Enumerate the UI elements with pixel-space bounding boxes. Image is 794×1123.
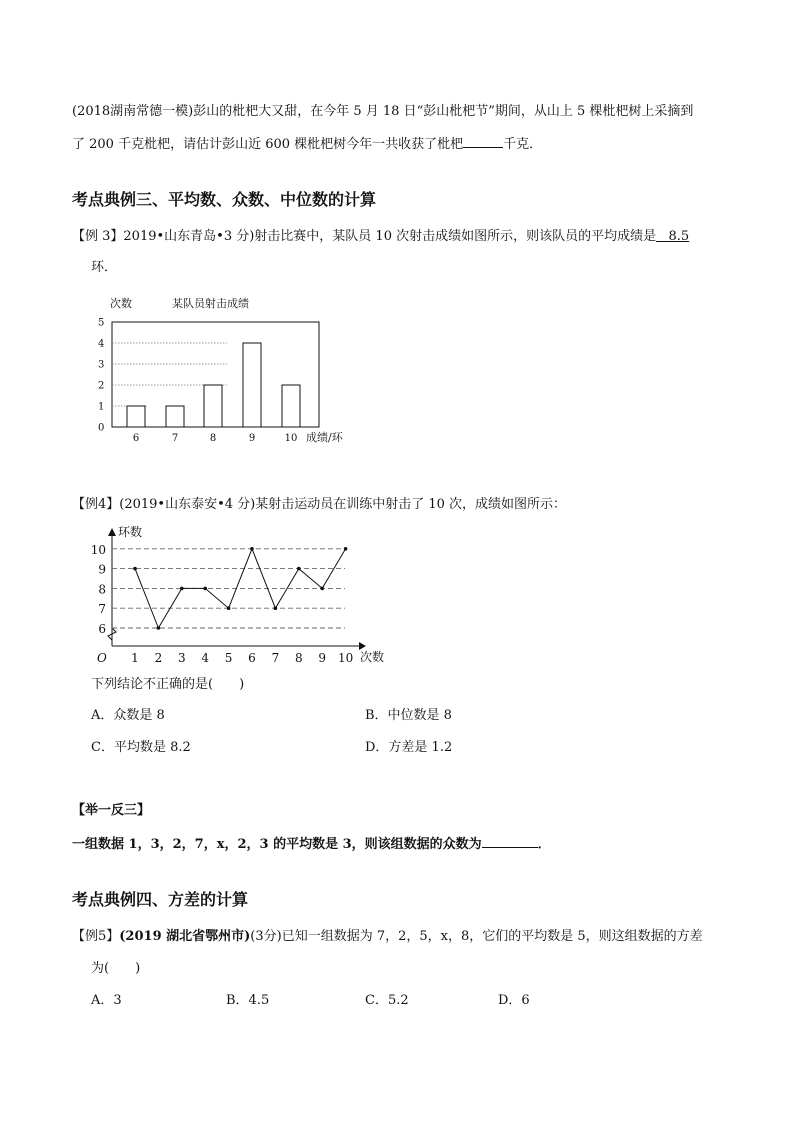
- line-chart-x-tick: 4: [201, 651, 210, 665]
- line-chart-point-8: [297, 567, 301, 571]
- line-chart-point-3: [180, 587, 184, 591]
- bar-chart-y-tick: 3: [98, 359, 105, 371]
- bar-chart-y-tick: 0: [98, 422, 105, 434]
- bar-chart-y-tick: 1: [98, 401, 105, 413]
- example-4-option-b: B．中位数是 8: [365, 708, 452, 723]
- line-chart-x-tick: 10: [337, 651, 354, 665]
- intro-line-2-unit: 千克．: [503, 137, 543, 152]
- line-chart-x-tick: 7: [271, 651, 280, 665]
- line-chart-x-label: 次数: [360, 650, 385, 664]
- line-chart-x-tick: 2: [154, 651, 163, 665]
- line-chart-x-tick: 9: [318, 651, 327, 665]
- line-chart-origin: O: [97, 651, 107, 665]
- line-chart-x-tick: 8: [294, 651, 303, 665]
- line-chart-point-7: [274, 606, 278, 610]
- line-chart-point-9: [320, 587, 324, 591]
- line-chart-point-2: [157, 626, 161, 630]
- practice-blank: [482, 835, 538, 848]
- practice-text: 一组数据 1，3，2，7，x，2，3 的平均数是 3，则该组数据的众数为: [72, 837, 482, 852]
- bar-chart-title: 某队员射击成绩: [172, 297, 249, 310]
- practice-end: ．: [537, 837, 551, 852]
- line-chart-point-4: [203, 587, 207, 591]
- intro-line-2-text: 了 200 千克枇杷，请估计彭山近 600 棵枇杷树今年一共收获了枇杷: [72, 137, 464, 152]
- example-4-option-a: A．众数是 8: [91, 708, 165, 723]
- example-5-option-d: D．6: [498, 993, 530, 1008]
- bar-7: [166, 406, 184, 427]
- intro-line-1: (2018湖南常德一模)彭山的枇杷大又甜，在今年 5 月 18 日“彭山枇杷节”期间，从山上 5 棵枇杷树上采摘到: [72, 104, 694, 119]
- bar-chart-x-tick: 9: [248, 433, 256, 444]
- example-4-option-d: D．方差是 1.2: [365, 740, 453, 755]
- line-chart-y-tick: 6: [98, 622, 106, 636]
- example-3-answer: 8.5: [668, 229, 690, 244]
- bar-chart-frame: [112, 322, 319, 427]
- line-chart-x-tick: 6: [248, 651, 256, 665]
- bar-chart-y-tick: 5: [98, 317, 105, 329]
- line-chart-x-tick: 1: [131, 651, 139, 665]
- line-chart-y-tick: 8: [98, 582, 106, 597]
- bar-9: [243, 343, 261, 427]
- line-chart-point-6: [250, 547, 254, 551]
- bar-8: [204, 385, 222, 427]
- section-4-heading: 考点典例四、方差的计算: [72, 890, 249, 909]
- line-chart-point-10: [344, 547, 348, 551]
- bar-10: [282, 385, 300, 427]
- line-chart-series: [135, 549, 346, 628]
- bar-chart-x-tick: 8: [209, 433, 217, 444]
- example-5-option-c: C．5.2: [365, 993, 409, 1008]
- example-5-text: (3分)已知一组数据为 7，2，5，x，8，它们的平均数是 5，则这组数据的方差: [250, 929, 703, 944]
- example-3-line-2: 环．: [91, 260, 118, 275]
- example-3-line-1: [72, 229, 689, 245]
- example-5-option-b: B．4.5: [226, 993, 270, 1008]
- bar-chart-y-label: 次数: [110, 297, 132, 310]
- example-4-question: 下列结论不正确的是( ): [91, 677, 245, 692]
- line-chart-y-tick: 7: [98, 602, 106, 617]
- example-4-option-c: C．平均数是 8.2: [91, 740, 191, 755]
- bar-chart-y-tick: 4: [98, 338, 105, 350]
- example-5-source: (2019 湖北省鄂州市): [119, 929, 251, 944]
- section-3-heading: 考点典例三、平均数、众数、中位数的计算: [72, 190, 377, 209]
- line-chart-x-tick: 3: [177, 651, 186, 665]
- bar-chart-x-tick: 10: [284, 433, 298, 444]
- example-5-line-1: [72, 929, 703, 945]
- intro-line-2: [72, 135, 542, 153]
- example-5-line-2: 为( ): [91, 961, 141, 976]
- example-4-line-1: 【例4】(2019•山东泰安•4 分)某射击运动员在训练中射击了 10 次，成绩如图所示：: [72, 497, 567, 512]
- line-chart-y-tick: 9: [98, 562, 106, 577]
- practice-header: 【举一反三】: [72, 803, 151, 818]
- bar-6: [127, 406, 145, 427]
- line-chart-y-arrow: [108, 528, 116, 536]
- practice-question: [72, 835, 551, 853]
- line-chart-x-arrow: [359, 642, 366, 650]
- line-chart-axis-break: [108, 628, 116, 640]
- bar-chart-x-tick: 6: [132, 433, 140, 444]
- example-5-option-a: A．3: [91, 993, 122, 1008]
- bar-chart-x-tick: 7: [171, 433, 179, 444]
- bar-chart-x-label: 成绩/环: [306, 431, 343, 444]
- line-chart-y-tick: 10: [90, 542, 106, 557]
- answer-blank: [463, 135, 503, 148]
- bar-chart-y-tick: 2: [98, 380, 105, 392]
- line-chart-point-1: [133, 567, 137, 571]
- example-5-tag: 【例5】: [72, 929, 120, 944]
- line-chart-point-5: [227, 606, 231, 610]
- line-chart-x-tick: 5: [224, 651, 233, 665]
- line-chart-y-label: 环数: [118, 525, 143, 539]
- example-3-text: 【例 3】2019•山东青岛•3 分)射击比赛中，某队员 10 次射击成绩如图所示，则该队员的平均成绩是: [72, 229, 657, 244]
